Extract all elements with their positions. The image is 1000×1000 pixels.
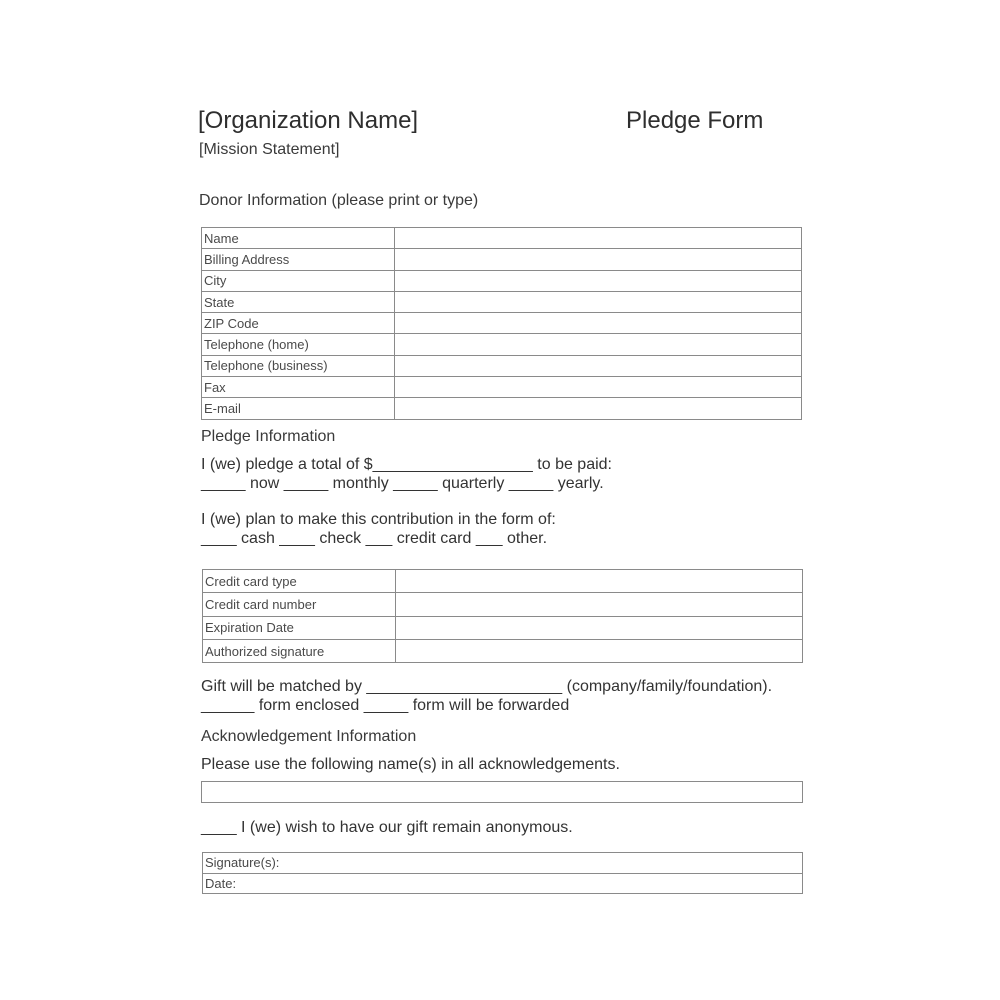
gift-match-line: Gift will be matched by ______________________ (company/family/foundation). [201,678,773,695]
field-label: City [202,270,395,291]
match-form-line: ______ form enclosed _____ form will be forwarded [201,697,570,714]
acknowledgement-heading: Acknowledgement Information [201,728,417,745]
date-field[interactable]: Date: [203,873,803,894]
card-row-signature [203,639,803,662]
acknowledgement-names-field[interactable] [201,781,803,803]
email-field[interactable] [395,398,802,419]
pledge-info-heading: Pledge Information [201,428,336,445]
field-label: Authorized signature [203,639,396,662]
field-label: Billing Address [202,249,395,270]
field-label: Expiration Date [203,616,396,639]
telephone-home-field[interactable] [395,334,802,355]
donor-row-city [202,270,802,291]
credit-card-number-field[interactable] [396,593,803,616]
field-label: E-mail [202,398,395,419]
date-row [203,873,803,894]
field-label: ZIP Code [202,313,395,334]
form-title: Pledge Form [626,107,764,134]
credit-card-type-field[interactable] [396,570,803,593]
donor-row-zip-code [202,313,802,334]
payment-method-line: ____ cash ____ check ___ credit card ___ other. [201,530,548,547]
field-label: Name [202,228,395,249]
donor-row-fax [202,377,802,398]
pledge-total-line: I (we) pledge a total of $__________________ to be paid: [201,456,612,473]
field-label: Credit card type [203,570,396,593]
contribution-form-line: I (we) plan to make this contribution in the form of: [201,511,556,528]
field-label: Telephone (home) [202,334,395,355]
donor-info-heading: Donor Information (please print or type) [199,192,479,209]
anonymous-gift-line: ____ I (we) wish to have our gift remain anonymous. [201,819,573,836]
fax-field[interactable] [395,377,802,398]
expiration-date-field[interactable] [396,616,803,639]
city-field[interactable] [395,270,802,291]
field-label: Credit card number [203,593,396,616]
billing-address-field[interactable] [395,249,802,270]
signature-row [203,853,803,874]
acknowledgement-instruction: Please use the following name(s) in all acknowledgements. [201,756,620,773]
card-row-type [203,570,803,593]
authorized-signature-field[interactable] [396,639,803,662]
donor-row-billing-address [202,249,802,270]
field-label: Fax [202,377,395,398]
signature-field[interactable]: Signature(s): [203,853,803,874]
payment-frequency-line: _____ now _____ monthly _____ quarterly _____ yearly. [201,475,604,492]
field-label: Telephone (business) [202,355,395,376]
donor-info-table [201,227,802,420]
card-row-expiration [203,616,803,639]
signature-table [202,852,803,894]
mission-statement: [Mission Statement] [199,141,340,158]
donor-row-telephone-business [202,355,802,376]
organization-name: [Organization Name] [198,107,419,134]
zip-code-field[interactable] [395,313,802,334]
name-field[interactable] [395,228,802,249]
donor-row-email [202,398,802,419]
credit-card-table [202,569,803,663]
donor-row-name [202,228,802,249]
telephone-business-field[interactable] [395,355,802,376]
field-label: State [202,291,395,312]
state-field[interactable] [395,291,802,312]
donor-row-telephone-home [202,334,802,355]
donor-row-state [202,291,802,312]
card-row-number [203,593,803,616]
